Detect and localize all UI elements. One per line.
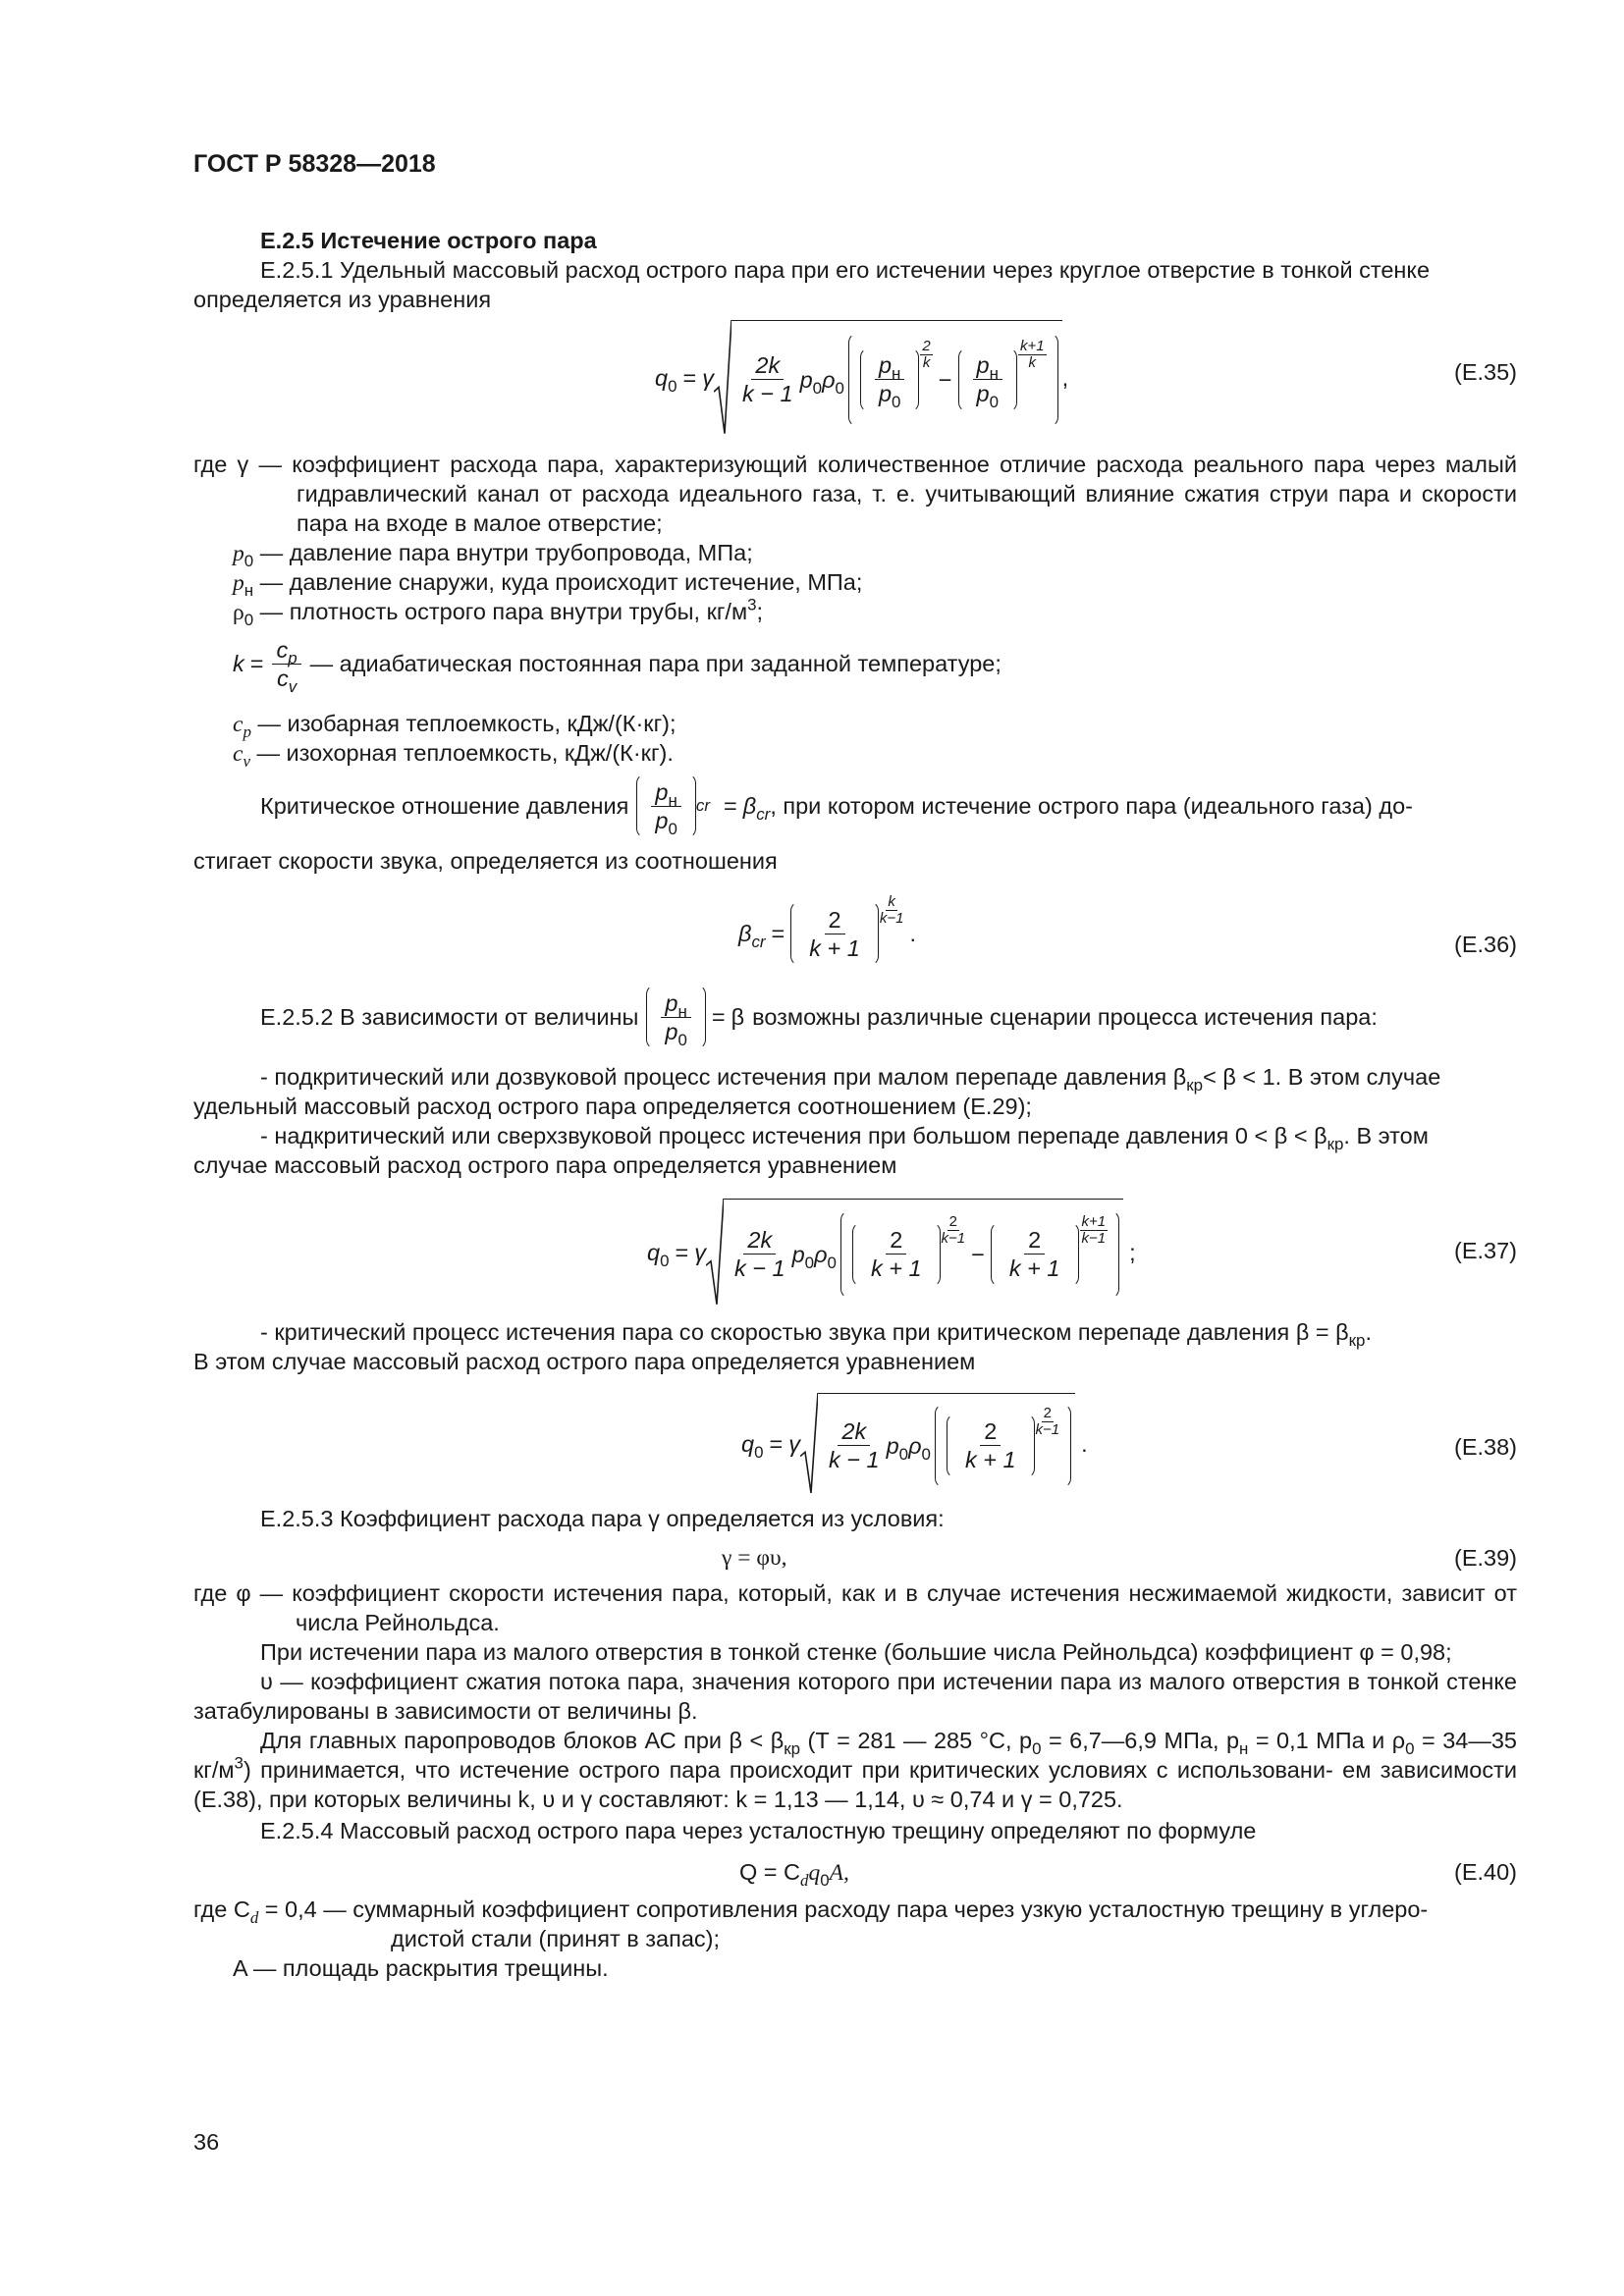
section-title: Е.2.5 Истечение острого пара [260,228,597,253]
para-e253: Е.2.5.3 Коэффициент расхода пара γ определяется из условия: [260,1506,945,1531]
cp-definition: $c_p$ — изобарная теплоемкость, кДж/(К·кг); [233,711,677,741]
equation-e39 [193,1543,1517,1575]
para-e252-line: Е.2.5.2 В зависимости от величины $\frac{p_н}{p_0}$ = β возможны различные сценарии процесса истечения пара: [260,980,1517,1054]
gamma-definition: где γ — коэффициент расхода пара, характеризующий количественное отличие расхода реального пара через малый гидравлический канал от расхода идеального газа, т. е. учитывающий влияние сжатия струи пара и скорости пара на входе в малое отверстие; [193,452,1517,536]
equation-e37: $q_0$ = γ $\frac{2k}{k - 1}$ $p_0\rho_0$ $\frac{2}{k + 1}$ $\frac{2}{k-1}$ − $\frac{2}{k + 1}$ $\frac{k+1}{k-1}$ ; (Е.37) [193,1193,1517,1310]
equation-number: (Е.38) [1454,1434,1517,1460]
critical-ratio-line2: стигает скорости звука, определяется из соотношения [193,848,778,874]
para-e251-line2: определяется из уравнения [193,287,492,312]
cv-definition: $c_v$ — изохорная теплоемкость, кДж/(К·кг). [233,740,674,771]
equation-e35: $q_0$ = γ $\frac{2k}{k - 1}$ $p_0\rho_0$ $\frac{p_н}{p_0}$ $\frac{2}{k}$ − $\frac{p_н}{p_0}$ $\frac{k+1}{k}$ , (Е.35) [193,314,1517,442]
para-e251-line1: Е.2.5.1 Удельный массовый расход острого пара при его истечении через круглое отверстие в тонкой стенке [260,257,1431,283]
cd-definition-line2: дистой стали (принят в запас); [391,1926,721,1951]
critical-process-line1: - критический процесс истечения пара со скоростью звука при критическом перепаде давления $\beta = \beta_{кр}$. [260,1319,1372,1350]
equation-e38: $q_0$ = γ $\frac{2k}{k - 1}$ $p_0\rho_0$ $\frac{2}{k + 1}$ $\frac{2}{k-1}$ . (Е.38) [193,1389,1517,1497]
supercritical-line1: - надкритический или сверхзвуковой процесс истечения при большом перепаде давления $0 < \beta < \beta_{кр}$. В этом [260,1123,1429,1153]
equation-number: (Е.37) [1454,1238,1517,1263]
equation-e40-formula: $Q = C_dq_0A$, [739,1859,849,1890]
phi-value: При истечении пара из малого отверстия в тонкой стенке (большие числа Рейнольдса) коэффициент φ = 0,98; [260,1639,1452,1665]
equation-number: (Е.40) [1454,1859,1517,1885]
critical-ratio-line: Критическое отношение давления $\frac{p_н}{p_0}$ cr = $\beta_{cr}$ , при котором истечение острого пара (идеального газа) до- [260,768,1517,844]
document-header: ГОСТ Р 58328—2018 [193,150,436,178]
subcritical-line1: - подкритический или дозвуковой процесс истечения при малом перепаде давления $\beta_{кр}< \beta < 1$. В этом случае [260,1064,1441,1095]
equation-number: (Е.36) [1454,932,1517,957]
page-number: 36 [193,2129,220,2155]
a-definition: A — площадь раскрытия трещины. [233,1955,609,1981]
rho0-definition: $\rho_0$ — плотность острого пара внутри трубы, $кг/м^3$; [233,595,764,629]
para-e254: Е.2.5.4 Массовый расход острого пара через усталостную трещину определяют по формуле [260,1818,1257,1843]
p0-definition: $p_0$ — давление пара внутри трубопровода, МПа; [233,540,753,570]
k-definition: k = $\frac{c_p}{c_v}$ — адиабатическая постоянная пара при заданной температуре; [233,636,1001,696]
equation-e40 [193,1857,1517,1889]
pn-definition: $p_н$ — давление снаружи, куда происходит истечение, МПа; [233,569,863,600]
cd-definition: где $C_d = 0,4$ — суммарный коэффициент сопротивления расходу пара через узкую усталостную трещину в углеро- [193,1896,1429,1927]
critical-process-line2: В этом случае массовый расход острого пара определяется уравнением [193,1349,976,1374]
equation-e36: $\beta_{cr}$ = $\frac{2}{k + 1}$ $\frac{k}{k-1}$ . (Е.36) [193,888,1517,977]
supercritical-line2: случае массовый расход острого пара определяется уравнением [193,1152,897,1178]
as-paragraph: Для главных паропроводов блоков АС при $\beta < \beta_{кр}$ (Т = 281 — 285 °С, $р_0$ = 6,7—6,9 МПа, $р_н = 0,1$ МПа и $\rho_0$ = 34—35 $кг/м^3$) принимается, что истечение острого пара происходит при критических условиях с использовани- ем зависимости (Е.38), при которых величины k, υ и γ составляют: k = 1,13 — 1,14, υ ≈ 0,74 и γ = 0,725. [193,1728,1517,1812]
equation-number: (Е.39) [1454,1545,1517,1571]
equation-number: (Е.35) [1454,359,1517,385]
subcritical-line2: удельный массовый расход острого пара определяется соотношением (Е.29); [193,1094,1032,1119]
upsilon-definition: υ — коэффициент сжатия потока пара, значения которого при истечении пара из малого отверстия в тонкой стенке затабулированы в зависимости от величины β. [193,1669,1517,1724]
phi-definition: где φ — коэффициент скорости истечения пара, который, как и в случае истечения несжимаемой жидкости, зависит от числа Рейнольдса. [193,1580,1517,1635]
equation-e39-formula: γ = φυ, [722,1545,787,1571]
